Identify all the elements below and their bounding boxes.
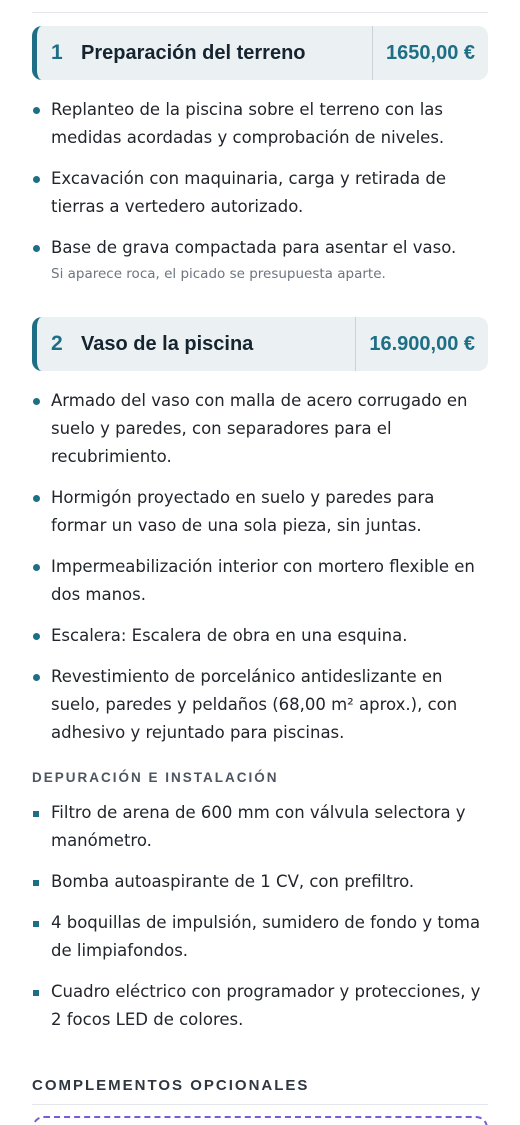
list-item: [32, 234, 488, 286]
section-items-list: [32, 96, 488, 299]
item-text: Replanteo de la piscina sobre el terreno con las medidas acordadas y comprobación de niveles.: [51, 100, 445, 147]
section-price: 1650,00 €: [386, 41, 475, 64]
optional-extras-card[interactable]: [32, 1116, 488, 1125]
list-item: [32, 868, 488, 896]
item-text: Excavación con maquinaria, carga y retirada de tierras a vertedero autorizado.: [51, 169, 447, 216]
section-price: 16.900,00 €: [369, 332, 475, 355]
subsection-heading: DEPURACIÓN E INSTALACIÓN: [32, 770, 279, 785]
list-item: [32, 909, 488, 965]
item-text: Cuadro eléctrico con programador y protecciones, y 2 focos LED de colores.: [51, 982, 481, 1029]
item-text: Revestimiento de porcelánico antideslizante en suelo, paredes y peldaños (68,00 m² aprox.), con adhesivo y rejuntado para piscinas.: [51, 667, 458, 742]
list-item: [32, 96, 488, 152]
list-item: [32, 663, 488, 747]
item-text: Hormigón proyectado en suelo y paredes para formar un vaso de una sola pieza, sin juntas.: [51, 488, 435, 535]
item-text: Filtro de arena de 600 mm con válvula selectora y manómetro.: [51, 803, 466, 850]
section-header-preparacion: [32, 26, 488, 80]
top-divider: [32, 12, 488, 13]
optional-extras-heading: COMPLEMENTOS OPCIONALES: [32, 1077, 310, 1094]
section-number: 2: [51, 332, 63, 355]
section-title: Vaso de la piscina: [81, 332, 254, 355]
list-item: [32, 622, 488, 650]
list-item: [32, 165, 488, 221]
list-item: [32, 553, 488, 609]
item-text: Armado del vaso con malla de acero corrugado en suelo y paredes, con separadores para el recubrimiento.: [51, 391, 468, 466]
item-text: Impermeabilización interior con mortero flexible en dos manos.: [51, 557, 475, 604]
item-text: Bomba autoaspirante de 1 CV, con prefiltro.: [51, 872, 415, 891]
list-item: [32, 978, 488, 1034]
item-text: Base de grava compactada para asentar el vaso.: [51, 238, 457, 257]
list-item: [32, 387, 488, 471]
section-title: Preparación del terreno: [81, 41, 306, 64]
list-item: [32, 484, 488, 540]
bottom-divider: [32, 1104, 488, 1105]
item-note: Si aparece roca, el picado se presupuesta aparte.: [51, 266, 386, 282]
list-item: [32, 799, 488, 855]
section-header-vaso: [32, 317, 488, 371]
item-text: 4 boquillas de impulsión, sumidero de fondo y toma de limpiafondos.: [51, 913, 481, 960]
subsection-items-list: [32, 799, 488, 1047]
section-number: 1: [51, 41, 63, 64]
section-items-list: [32, 387, 488, 760]
item-text: Escalera: Escalera de obra en una esquina.: [51, 626, 408, 645]
